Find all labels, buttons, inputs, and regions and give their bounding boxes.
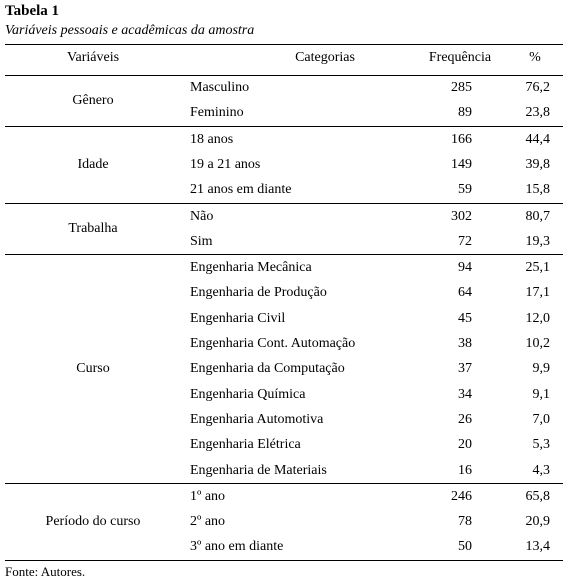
frequency-cell: 59	[458, 182, 472, 198]
category-cell: Engenharia Elétrica	[190, 437, 301, 453]
frequency-cell: 20	[458, 437, 472, 453]
percent-cell: 44,4	[525, 131, 550, 147]
frequency-cell: 89	[458, 105, 472, 121]
category-cell: Engenharia Automotiva	[190, 411, 324, 427]
percent-cell: 17,1	[525, 285, 550, 301]
category-cell: Engenharia de Materiais	[190, 462, 327, 478]
percent-cell: 39,8	[525, 156, 550, 172]
table-subtitle: Variáveis pessoais e acadêmicas da amostra	[5, 23, 255, 38]
percent-cell: 20,9	[525, 514, 550, 530]
frequency-cell: 72	[458, 233, 472, 249]
variable-cell: Período do curso	[45, 514, 141, 530]
group-separator	[5, 483, 563, 484]
bottom-rule	[5, 560, 563, 561]
category-cell: Engenharia da Computação	[190, 361, 345, 377]
frequency-cell: 26	[458, 411, 472, 427]
variable-cell: Curso	[76, 361, 110, 377]
variable-cell: Trabalha	[68, 221, 118, 237]
percent-cell: 76,2	[525, 80, 550, 95]
category-cell: Engenharia de Produção	[190, 285, 327, 301]
category-cell: 21 anos em diante	[190, 182, 292, 198]
frequency-cell: 246	[451, 488, 472, 504]
frequency-cell: 64	[458, 285, 472, 301]
percent-cell: 7,0	[532, 411, 550, 427]
variable-cell: Idade	[77, 156, 109, 172]
percent-cell: 25,1	[525, 260, 550, 276]
frequency-cell: 78	[458, 514, 472, 530]
group-separator	[5, 126, 563, 127]
frequency-cell: 94	[458, 260, 472, 276]
category-cell: 1º ano	[190, 488, 226, 504]
percent-cell: 80,7	[525, 208, 550, 224]
frequency-cell: 166	[451, 131, 472, 147]
category-cell: Engenharia Cont. Automação	[190, 336, 356, 351]
percent-cell: 9,9	[532, 361, 550, 377]
percent-cell: 12,0	[525, 310, 550, 326]
frequency-cell: 38	[458, 336, 472, 351]
top-rule	[5, 44, 563, 45]
category-cell: 3º ano em diante	[190, 539, 284, 555]
percent-cell: 5,3	[532, 437, 550, 453]
percent-cell: 9,1	[532, 386, 550, 402]
frequency-cell: 37	[458, 361, 472, 377]
category-cell: 2º ano	[190, 514, 226, 530]
header-cat: Categorias	[295, 50, 355, 65]
table-title: Tabela 1	[5, 3, 60, 19]
percent-cell: 10,2	[525, 336, 550, 351]
frequency-cell: 285	[451, 80, 472, 95]
category-cell: Feminino	[190, 105, 244, 121]
category-cell: Sim	[190, 233, 213, 249]
percent-cell: 19,3	[525, 233, 550, 249]
percent-cell: 4,3	[532, 462, 550, 478]
table-source: Fonte: Autores.	[5, 564, 86, 579]
frequency-cell: 34	[458, 386, 472, 402]
frequency-cell: 45	[458, 310, 472, 326]
category-cell: Masculino	[190, 80, 250, 95]
group-separator	[5, 203, 563, 204]
frequency-cell: 149	[451, 156, 472, 172]
header-pct: %	[529, 50, 541, 65]
header-var: Variáveis	[66, 50, 120, 65]
header-rule	[5, 75, 563, 76]
percent-cell: 65,8	[525, 488, 550, 504]
frequency-cell: 50	[458, 539, 472, 555]
percent-cell: 15,8	[525, 182, 550, 198]
category-cell: Não	[190, 208, 214, 224]
frequency-cell: 302	[451, 208, 472, 224]
group-separator	[5, 254, 563, 255]
category-cell: Engenharia Mecânica	[190, 260, 312, 276]
frequency-cell: 16	[458, 462, 472, 478]
percent-cell: 23,8	[525, 105, 550, 121]
percent-cell: 13,4	[525, 539, 550, 555]
category-cell: Engenharia Civil	[190, 310, 286, 326]
category-cell: Engenharia Química	[190, 386, 306, 402]
variable-cell: Gênero	[72, 92, 114, 108]
header-freq: Frequência	[428, 50, 492, 65]
category-cell: 19 a 21 anos	[190, 156, 261, 172]
category-cell: 18 anos	[190, 131, 234, 147]
